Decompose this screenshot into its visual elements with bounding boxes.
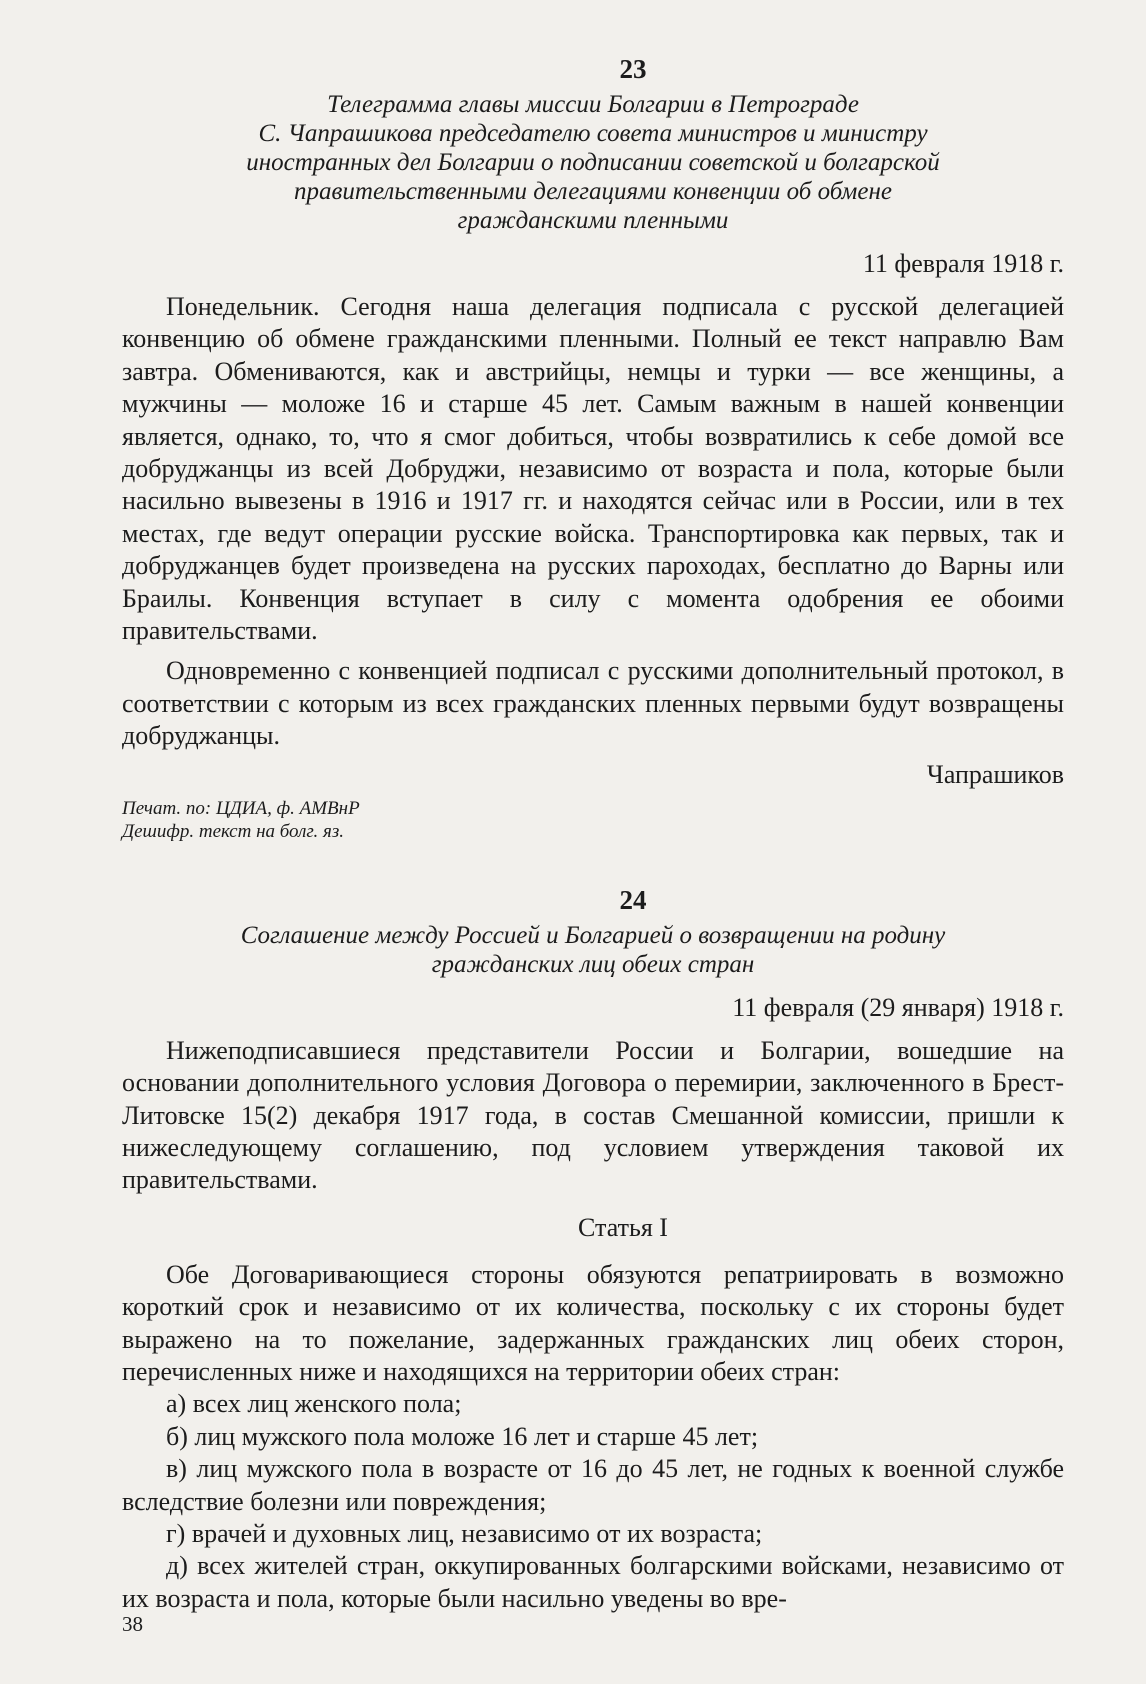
list-item: г) врачей и духовных лиц, независимо от их возраста; xyxy=(166,1518,763,1548)
paragraph: Обе Договаривающиеся стороны обязуются репатриировать в возможно короткий срок и независимо от их количества, поскольку с их стороны будет выражено на то пожелание, задержанных гражданских лиц обеих сторон, перечисленных ниже и находящихся на территории обеих стран: xyxy=(122,1259,1064,1386)
source-note xyxy=(122,797,1064,843)
title-line: Телеграмма главы миссии Болгарии в Петрограде xyxy=(327,91,859,118)
title-line: гражданских лиц обеих стран xyxy=(431,950,755,978)
document-date: 11 февраля 1918 г. xyxy=(862,249,1064,278)
list-item: б) лиц мужского пола моложе 16 лет и старше 45 лет; xyxy=(166,1421,759,1451)
article-heading: Статья I xyxy=(578,1212,668,1242)
title-line: правительственными делегациями конвенции об обмене xyxy=(294,178,892,205)
document-number: 24 xyxy=(619,884,647,915)
source-line: Печат. по: ЦДИА, ф. АМВнР xyxy=(122,797,360,819)
document-title xyxy=(142,90,1044,235)
title-line: С. Чапрашикова председателю совета министров и министру xyxy=(258,120,928,147)
title-line: Соглашение между Россией и Болгарией о возвращении на родину xyxy=(240,921,946,949)
paragraph: Нижеподписавшиеся представители России и Болгарии, вошедшие на основании дополнительного условия Договора о перемирии, заключенного в Брест-Литовске 15(2) декабря 1917 года, в состав Смешанной комиссии, пришли к нижеследующему соглашению, под условием утверждения таковой их правительствами. xyxy=(122,1035,1064,1195)
source-line: Дешифр. текст на болг. яз. xyxy=(122,820,345,842)
document-date: 11 февраля (29 января) 1918 г. xyxy=(732,992,1064,1022)
document-title xyxy=(142,921,1044,979)
page-content xyxy=(122,52,1064,1615)
paragraph: Одновременно с конвенцией подписал с русскими дополнительный протокол, в соответствии с которым из всех гражданских пленных первыми будут возвращены добруджанцы. xyxy=(122,656,1064,751)
document-number: 23 xyxy=(619,54,647,84)
article-list xyxy=(122,1388,1064,1615)
paragraph: Понедельник. Сегодня наша делегация подписала с русской делегацией конвенцию об обмене гражданскими пленными. Полный ее текст направлю Вам завтра. Обмениваются, как и австрийцы, немцы и турки — все женщины, а мужчины — моложе 16 и старше 45 лет. Самым важным в нашей конвенции является, однако, то, что я смог добиться, чтобы возвратились к себе домой все добруджанцы из всей Добруджи, независимо от возраста и пола, которые были насильно вывезены в 1916 и 1917 гг. и находятся сейчас или в России, или в тех местах, где ведут операции русские войска. Транспортировка как первых, так и добруджанцев будет произведена на русских пароходах, бесплатно до Варны или Браилы. Конвенция вступает в силу с момента одобрения ее обоими правительствами. xyxy=(122,292,1064,646)
list-item: д) всех жителей стран, оккупированных болгарскими войсками, независимо от их возраста и пола, которые были насильно уведены во вре- xyxy=(122,1551,1064,1613)
signature: Чапрашиков xyxy=(926,759,1064,789)
list-item: в) лиц мужского пола в возрасте от 16 до 45 лет, не годных к военной службе вследствие болезни или повреждения; xyxy=(122,1454,1064,1516)
page-number: 38 xyxy=(122,1612,143,1636)
title-line: иностранных дел Болгарии о подписании советской и болгарской xyxy=(246,149,940,176)
list-item: а) всех лиц женского пола; xyxy=(166,1389,462,1419)
title-line: гражданскими пленными xyxy=(457,207,729,234)
